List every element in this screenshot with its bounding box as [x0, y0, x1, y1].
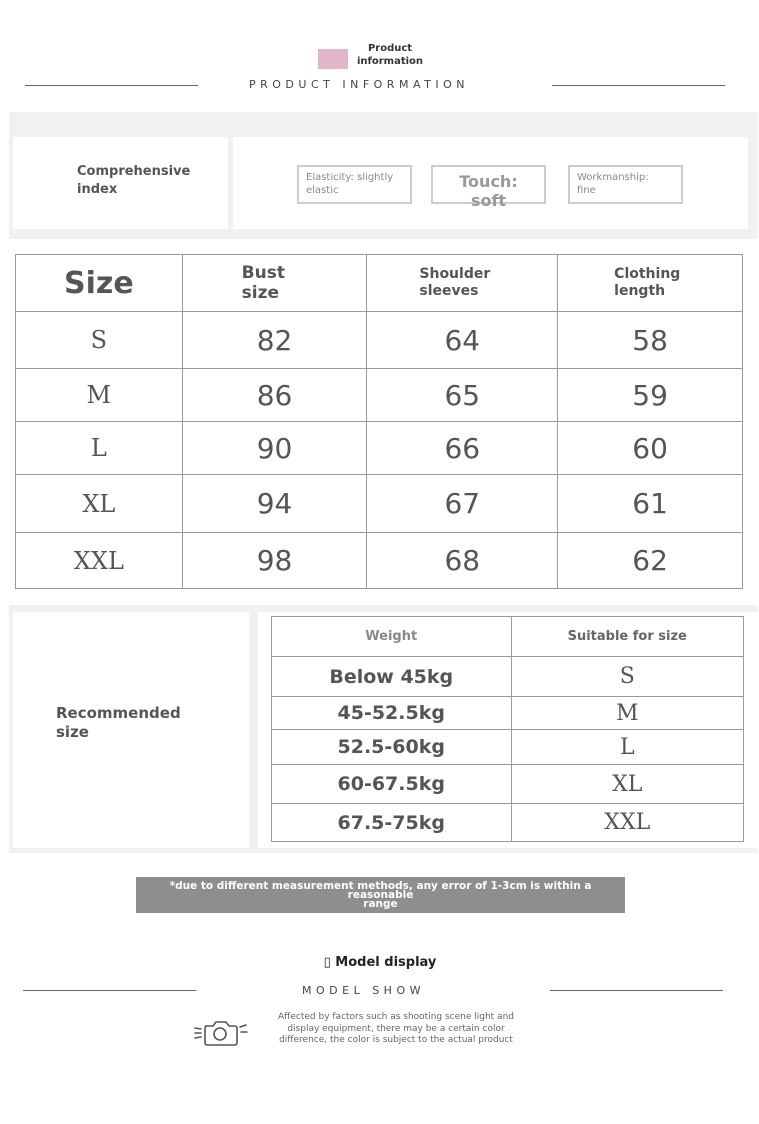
cell-size: XXL: [16, 533, 183, 589]
index-label-line1: Comprehensive: [77, 164, 191, 179]
chip-elasticity: [297, 165, 412, 204]
cell-weight: 52.5-60kg: [272, 730, 512, 765]
model-divider-left: [23, 990, 196, 991]
model-subtitle: MODEL SHOW: [302, 984, 425, 997]
color-disclaimer: [276, 1012, 516, 1047]
recommended-label-line1: Recommended: [56, 704, 181, 722]
header-suitable: Suitable for size: [511, 617, 744, 657]
cell-size: S: [16, 312, 183, 369]
cell-bust: 82: [182, 312, 367, 369]
cell-length: 60: [558, 422, 743, 475]
divider-right: [552, 85, 725, 86]
notice-line1: *due to different measurement methods, any error of 1-3cm is within a reasonable: [169, 880, 592, 901]
table-row: [272, 765, 744, 804]
title-line2: information: [356, 56, 424, 67]
cell-shoulder: 68: [367, 533, 558, 589]
section-title-product-information: [355, 42, 425, 68]
chip-workmanship-line2: fine: [577, 185, 596, 196]
cell-suitable-size: S: [511, 657, 744, 697]
header-weight: Weight: [272, 617, 512, 657]
header-bust: [182, 255, 367, 312]
cell-length: 59: [558, 369, 743, 422]
cell-bust: 86: [182, 369, 367, 422]
note-line1: Affected by factors such as shooting scene light and: [278, 1012, 514, 1022]
recommended-label-line2: size: [56, 723, 89, 741]
cell-size: M: [16, 369, 183, 422]
note-line2: display equipment, there may be a certain color: [287, 1023, 505, 1034]
cell-shoulder: 67: [367, 475, 558, 533]
cell-suitable-size: L: [511, 730, 744, 765]
chip-workmanship: [568, 165, 683, 204]
chip-elasticity-line1: Elasticity: slightly: [306, 172, 394, 183]
header-length: [558, 255, 743, 312]
cell-suitable-size: M: [511, 697, 744, 730]
cell-length: 58: [558, 312, 743, 369]
cell-weight: 60-67.5kg: [272, 765, 512, 804]
note-line3: difference, the color is subject to the actual product: [279, 1035, 513, 1045]
cell-bust: 94: [182, 475, 367, 533]
measurement-notice: [136, 877, 625, 913]
table-row: [16, 369, 743, 422]
index-label: [77, 163, 190, 199]
table-row: [272, 697, 744, 730]
table-row: [16, 533, 743, 589]
header-shoulder-line1: Shoulder: [419, 266, 491, 282]
title-line1: Product: [367, 43, 413, 54]
header-bust-line2: size: [241, 283, 280, 303]
header-length-line1: Clothing: [614, 266, 681, 282]
cell-length: 61: [558, 475, 743, 533]
table-row: [16, 312, 743, 369]
cell-weight: 45-52.5kg: [272, 697, 512, 730]
cell-length: 62: [558, 533, 743, 589]
cell-weight: 67.5-75kg: [272, 804, 512, 842]
chip-touch: Touch: soft: [431, 165, 546, 204]
header-shoulder: [367, 255, 558, 312]
table-row: [16, 422, 743, 475]
cell-shoulder: 66: [367, 422, 558, 475]
cell-size: L: [16, 422, 183, 475]
table-row: [272, 657, 744, 697]
header-shoulder-line2: sleeves: [419, 283, 479, 299]
chip-elasticity-line2: elastic: [306, 185, 339, 196]
pink-accent-square: [318, 49, 348, 69]
table-row: [272, 804, 744, 842]
cell-suitable-size: XL: [511, 765, 744, 804]
size-table-header: [16, 255, 743, 312]
header-bust-line1: Bust: [241, 263, 285, 283]
table-row: [16, 475, 743, 533]
cell-shoulder: 64: [367, 312, 558, 369]
cell-suitable-size: XXL: [511, 804, 744, 842]
notice-line2: range: [363, 898, 398, 910]
cell-bust: 98: [182, 533, 367, 589]
recommended-table: [271, 616, 744, 842]
model-display-title: ▯ Model display: [323, 955, 437, 970]
cell-shoulder: 65: [367, 369, 558, 422]
cell-bust: 90: [182, 422, 367, 475]
header-size: Size: [16, 255, 183, 312]
camera-icon: [193, 1017, 253, 1049]
cell-size: XL: [16, 475, 183, 533]
cell-weight: Below 45kg: [272, 657, 512, 697]
model-divider-right: [550, 990, 723, 991]
section-subtitle: PRODUCT INFORMATION: [249, 78, 469, 91]
divider-left: [25, 85, 198, 86]
header-length-line2: length: [614, 283, 666, 299]
index-label-line2: index: [77, 182, 118, 197]
recommended-label: [56, 704, 181, 742]
size-table: [15, 254, 743, 589]
chip-workmanship-line1: Workmanship:: [577, 172, 649, 183]
recommended-table-header: [272, 617, 744, 657]
table-row: [272, 730, 744, 765]
